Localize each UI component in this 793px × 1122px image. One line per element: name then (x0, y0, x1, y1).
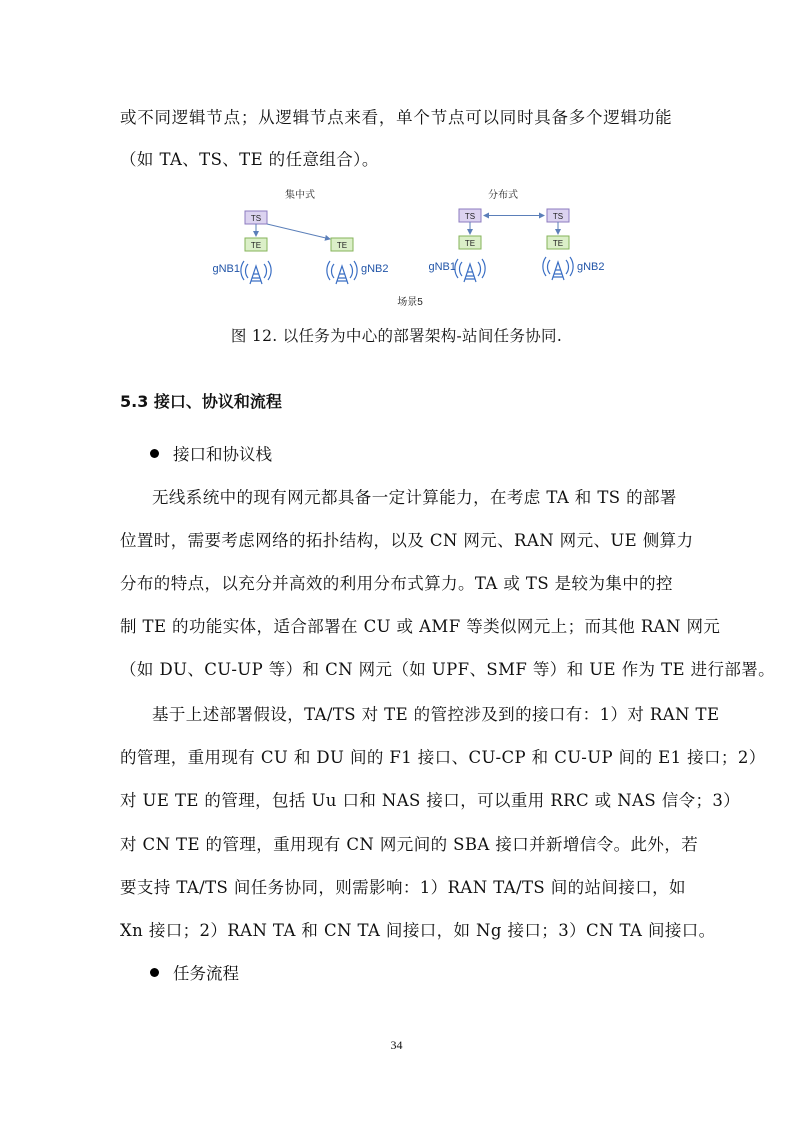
te-node-d1-label: TE (464, 239, 476, 248)
distributed-group (428, 209, 604, 282)
tower-icon (241, 261, 271, 284)
tower-icon (327, 261, 357, 284)
bullet-dot-icon (150, 449, 159, 458)
para1-line-5: （如 DU、CU-UP 等）和 CN 网元（如 UPF、SMF 等）和 UE 作为 TE 进行部署。 (120, 660, 776, 679)
bullet-task-flow-text: 任务流程 (173, 964, 239, 983)
para1-line-3: 分布的特点，以充分并高效的利用分布式算力。TA 或 TS 是较为集中的控 (120, 574, 673, 593)
bullet-dot-icon (150, 968, 159, 977)
para2-line-3: 对 UE TE 的管理，包括 Uu 口和 NAS 接口，可以重用 RRC 或 NAS 信令；3） (120, 791, 741, 810)
para2-line-6: Xn 接口；2）RAN TA 和 CN TA 间接口，如 Ng 接口；3）CN TA 间接口。 (120, 921, 716, 940)
scenario-label: 场景5 (397, 297, 423, 308)
gnb2-label-right: gNB2 (577, 261, 605, 273)
bullet-task-flow (150, 962, 239, 986)
bullet-interfaces (150, 443, 272, 467)
te-node-2-label: TE (336, 241, 348, 250)
gnb1-label-left: gNB1 (212, 263, 240, 275)
te-node-d2-label: TE (552, 239, 564, 248)
gnb1-label-right: gNB1 (428, 261, 456, 273)
tower-icon (543, 257, 573, 280)
para2-line-2: 的管理，重用现有 CU 和 DU 间的 F1 接口、CU-CP 和 CU-UP 间的 E1 接口；2） (120, 748, 766, 767)
deployment-figure (0, 0, 793, 320)
arrow-ts-te-right (267, 224, 330, 239)
intro-line-2: （如 TA、TS、TE 的任意组合）。 (120, 150, 379, 169)
intro-line-1: 或不同逻辑节点；从逻辑节点来看，单个节点可以同时具备多个逻辑功能 (120, 108, 672, 127)
figure-caption: 图 12. 以任务为中心的部署架构-站间任务协同. (230, 327, 563, 345)
ts-node-left-label: TS (250, 214, 262, 223)
ts-node-d1-label: TS (464, 212, 476, 221)
tower-icon (455, 259, 485, 282)
page-number: 34 (390, 1038, 403, 1052)
bullet-interfaces-text: 接口和协议栈 (173, 445, 272, 464)
para1-line-2: 位置时，需要考虑网络的拓扑结构，以及 CN 网元、RAN 网元、UE 侧算力 (120, 531, 694, 550)
para2-line-4: 对 CN TE 的管理，重用现有 CN 网元间的 SBA 接口并新增信令。此外，若 (120, 835, 699, 854)
para1-line-1: 无线系统中的现有网元都具备一定计算能力，在考虑 TA 和 TS 的部署 (152, 488, 677, 507)
te-node-1-label: TE (250, 241, 262, 250)
gnb2-label-left: gNB2 (361, 263, 389, 275)
figure-label-distributed: 分布式 (488, 190, 518, 201)
para1-line-4: 制 TE 的功能实体，适合部署在 CU 或 AMF 等类似网元上；而其他 RAN 网元 (120, 617, 721, 636)
figure-label-centralized: 集中式 (285, 190, 315, 201)
para2-line-1: 基于上述部署假设，TA/TS 对 TE 的管控涉及到的接口有：1）对 RAN TE (152, 705, 720, 724)
centralized-group (212, 211, 388, 284)
ts-node-d2-label: TS (552, 212, 564, 221)
para2-line-5: 要支持 TA/TS 间任务协同，则需影响：1）RAN TA/TS 间的站间接口，如 (120, 878, 686, 897)
section-heading: 5.3 接口、协议和流程 (120, 392, 282, 411)
